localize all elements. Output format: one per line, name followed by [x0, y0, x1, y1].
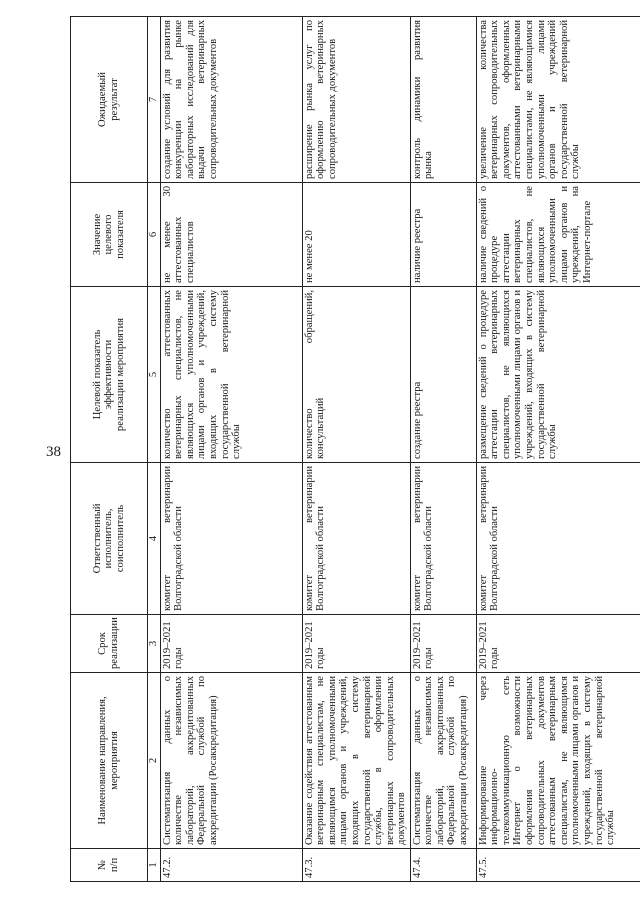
- row-indicator: создание реестра: [410, 287, 476, 463]
- header-term: Срок реализации: [71, 615, 148, 673]
- column-number: 1: [148, 849, 161, 882]
- row-result: контроль динамики развития рынка: [410, 17, 476, 183]
- column-number: 3: [148, 615, 161, 673]
- row-term: 2019–2021 годы: [302, 615, 410, 673]
- row-num: 47.2.: [160, 849, 302, 882]
- row-num: 47.4.: [410, 849, 476, 882]
- row-name: Систематизация данных о количестве независимых лабораторий, аккредитованных Федеральной службой по аккредитации (Росаккредитация): [160, 673, 302, 849]
- row-value: наличие реестра: [410, 183, 476, 287]
- row-executor: комитет ветеринарии Волгоградской области: [302, 463, 410, 615]
- table-row: [476, 17, 640, 882]
- header-indicator: Целевой показатель эффективности реализации мероприятия: [71, 287, 148, 463]
- row-value: наличие сведений о процедуре аттестации ветеринарных специалистов, не являющихся уполномоченными лицами органов и учреждений, на Интернет-портале: [476, 183, 640, 287]
- row-indicator: размещение сведений о процедуре аттестации ветеринарных специалистов, не являющихся уполномоченными лицами органов и учреждений, входящих в систему государственной ветеринарной службы: [476, 287, 640, 463]
- row-num: 47.3.: [302, 849, 410, 882]
- row-result: увеличение количества ветеринарных сопроводительных документов, оформленных аттестованными ветеринарными специалистами, не являющимися уполномоченными лицами органов и учреждений государственной ветеринарной службы: [476, 17, 640, 183]
- column-number: 6: [148, 183, 161, 287]
- row-value: не менее 30 аттестованных специалистов: [160, 183, 302, 287]
- row-name: Оказание содействия аттестованным ветеринарным специалистам, не являющимся уполномоченными лицами органов и учреждений, входящих в систему государственной ветеринарной службы, в оформлении ветеринарных сопроводительных документов: [302, 673, 410, 849]
- row-result: создание условий для развития конкуренции на рынке лабораторных исследований для выдачи ветеринарных сопроводительных документов: [160, 17, 302, 183]
- row-executor: комитет ветеринарии Волгоградской области: [410, 463, 476, 615]
- rotated-table-container: [70, 17, 640, 882]
- row-indicator: количество обращений, консультаций: [302, 287, 410, 463]
- row-term: 2019–2021 годы: [410, 615, 476, 673]
- row-result: расширение рынка услуг по оформлению ветеринарных сопроводительных документов: [302, 17, 410, 183]
- table-row: [410, 17, 476, 882]
- header-result: Ожидаемый результат: [71, 17, 148, 183]
- header-name: Наименование направления, мероприятия: [71, 673, 148, 849]
- header-executor: Ответственный исполнитель, соисполнитель: [71, 463, 148, 615]
- row-name: Информирование через информационно-телекоммуникационную сеть Интернет о возможности оформления ветеринарных сопроводительных документов аттестованным ветеринарным специалистам, не являющимся уполномоченными лицами органов и учреждений, входящих в систему государственной ветеринарной службы: [476, 673, 640, 849]
- row-indicator: количество аттестованных ветеринарных специалистов, не являющихся уполномоченными лицами органов и учреждений, входящих в систему государственной ветеринарной службы: [160, 287, 302, 463]
- row-name: Систематизация данных о количестве независимых лабораторий, аккредитованных Федеральной службой по аккредитации (Росаккредитация): [410, 673, 476, 849]
- measures-table: [70, 16, 640, 882]
- row-value: не менее 20: [302, 183, 410, 287]
- header-num: № п/п: [71, 849, 148, 882]
- header-row: [71, 17, 148, 882]
- page-number: 38: [46, 444, 61, 460]
- row-num: 47.5.: [476, 849, 640, 882]
- column-number: 5: [148, 287, 161, 463]
- header-value: Значение целевого показателя: [71, 183, 148, 287]
- column-number: 7: [148, 17, 161, 183]
- row-term: 2019–2021 годы: [476, 615, 640, 673]
- row-term: 2019–2021 годы: [160, 615, 302, 673]
- column-number: 4: [148, 463, 161, 615]
- table-row: [160, 17, 302, 882]
- row-executor: комитет ветеринарии Волгоградской области: [160, 463, 302, 615]
- column-number: 2: [148, 673, 161, 849]
- column-number-row: [148, 17, 161, 882]
- table-row: [302, 17, 410, 882]
- row-executor: комитет ветеринарии Волгоградской области: [476, 463, 640, 615]
